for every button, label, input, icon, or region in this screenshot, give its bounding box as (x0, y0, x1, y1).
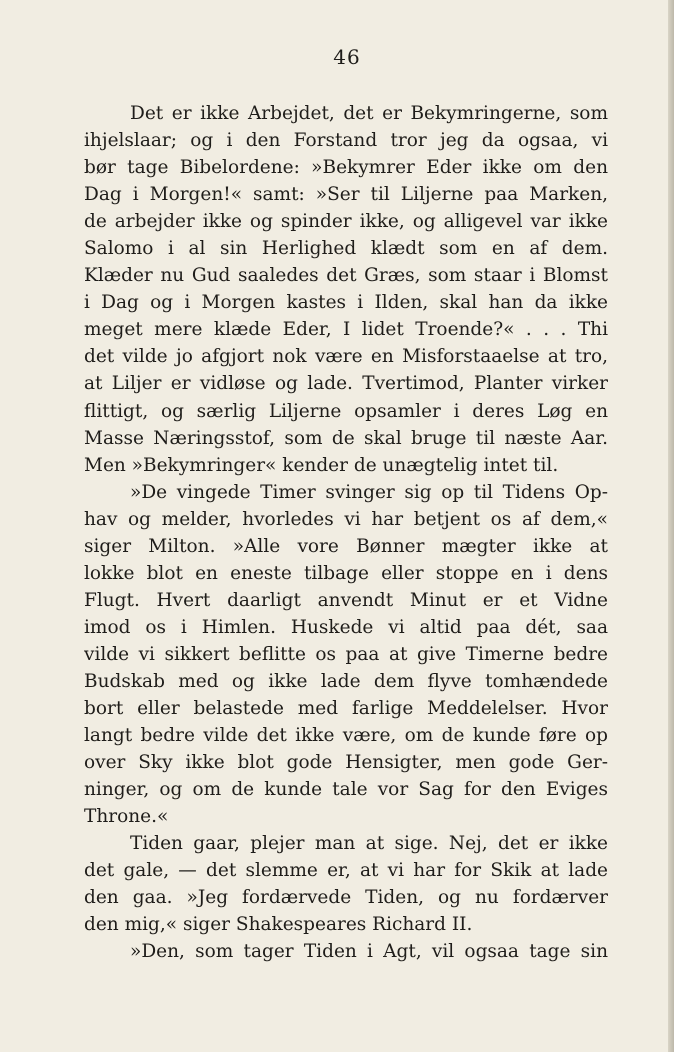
text-line: den gaa. »Jeg fordærvede Tiden, og nu fordærver (84, 887, 608, 909)
text-line: bort eller belastede med farlige Meddelelser. Hvor (84, 698, 608, 720)
text-line: det vilde jo afgjort nok være en Misforstaaelse at tro, (84, 346, 608, 368)
text-line: ninger, og om de kunde tale vor Sag for den Eviges (84, 779, 608, 801)
text-line: over Sky ikke blot gode Hensigter, men gode Ger- (84, 752, 608, 774)
text-line: meget mere klæde Eder, I lidet Troende?« . . . Thi (84, 319, 608, 341)
text-line: Klæder nu Gud saaledes det Græs, som staar i Blomst (84, 265, 608, 287)
text-line: Throne.« (84, 806, 169, 828)
text-line: de arbejder ikke og spinder ikke, og alligevel var ikke (84, 211, 608, 233)
text-line: siger Milton. »Alle vore Bønner mægter ikke at (84, 535, 608, 557)
text-line: lokke blot en eneste tilbage eller stoppe en i dens (84, 562, 608, 584)
body-text (84, 100, 608, 966)
page-edge (668, 0, 674, 1052)
text-line: den mig,« siger Shakespeares Richard II. (84, 914, 473, 936)
text-line: Salomo i al sin Herlighed klædt som en af dem. (84, 238, 608, 260)
text-line: »De vingede Timer svinger sig op til Tidens Op- (130, 481, 608, 503)
text-line: hav og melder, hvorledes vi har betjent os af dem,« (84, 508, 608, 530)
text-line: ihjelslaar; og i den Forstand tror jeg da ogsaa, vi (84, 130, 608, 152)
text-line: langt bedre vilde det ikke være, om de kunde føre op (84, 725, 608, 747)
text-line: det gale, — det slemme er, at vi har for Skik at lade (84, 860, 608, 882)
text-line: Dag i Morgen!« samt: »Ser til Liljerne paa Marken, (84, 184, 608, 206)
text-line: at Liljer er vidløse og lade. Tvertimod, Planter virker (84, 373, 608, 395)
page-number: 46 (333, 45, 361, 69)
text-line: Tiden gaar, plejer man at sige. Nej, det er ikke (130, 833, 608, 855)
text-line: »Den, som tager Tiden i Agt, vil ogsaa tage sin (130, 941, 608, 963)
text-line: Masse Næringsstof, som de skal bruge til næste Aar. (84, 427, 608, 449)
text-line: vilde vi sikkert beflitte os paa at give Timerne bedre (84, 643, 608, 665)
text-line: i Dag og i Morgen kastes i Ilden, skal han da ikke (84, 292, 608, 314)
text-line: Budskab med og ikke lade dem flyve tomhændede (84, 670, 608, 692)
text-line: imod os i Himlen. Huskede vi altid paa dét, saa (84, 616, 608, 638)
text-line: Men »Bekymringer« kender de unægtelig intet til. (84, 454, 559, 476)
text-line: Flugt. Hvert daarligt anvendt Minut er et Vidne (84, 589, 608, 611)
text-line: Det er ikke Arbejdet, det er Bekymringerne, som (130, 103, 608, 124)
text-line: bør tage Bibelordene: »Bekymrer Eder ikke om den (84, 157, 608, 179)
text-line: flittigt, og særlig Liljerne opsamler i deres Løg en (84, 400, 608, 422)
